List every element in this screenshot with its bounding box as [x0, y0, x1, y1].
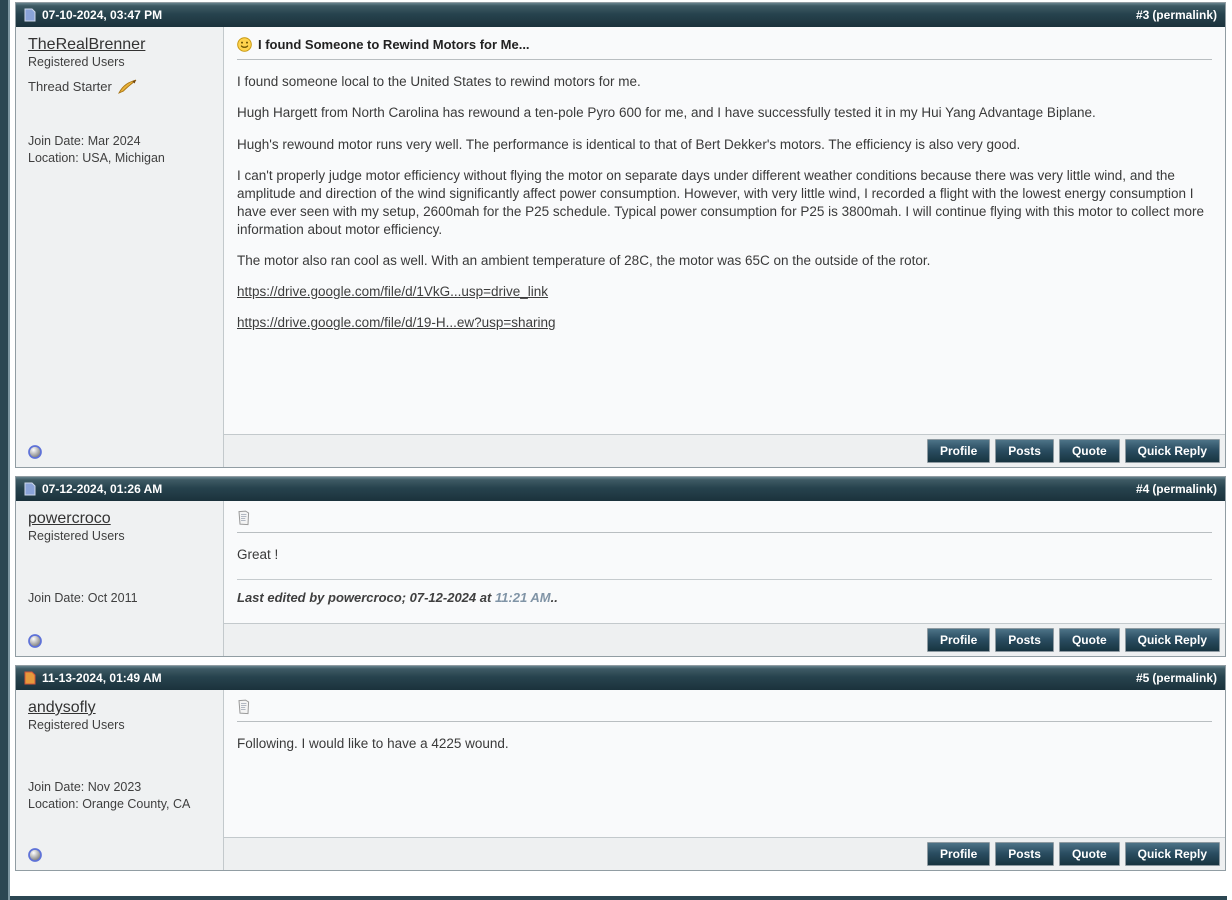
post-paragraph: I can't properly judge motor efficiency without flying the motor on separate days under different weather conditions because there was very little wind, and the amplitude and direction of the wind significantly affect power consumption. However, with very little wind, I recorded a flight with the lowest energy consumption I have ever seen with my setup, 2600mah for the P25 schedule. Typical power consumption for P25 is 3800mah. I will continue flying with this motor to collect more information about motor efficiency.: [237, 167, 1204, 237]
post-date: 07-10-2024, 03:47 PM: [42, 8, 163, 22]
post-links: [237, 283, 1212, 332]
post-date: 07-12-2024, 01:26 AM: [42, 482, 163, 496]
posts-button[interactable]: Posts: [995, 439, 1054, 463]
page-icon-blue: [24, 482, 36, 496]
user-info-panel: [16, 27, 224, 467]
posts-button[interactable]: Posts: [995, 842, 1054, 866]
post-paragraph: Hugh's rewound motor runs very well. The performance is identical to that of Bert Dekker's motors. The efficiency is also very good.: [237, 136, 1021, 152]
quick-reply-button[interactable]: Quick Reply: [1125, 439, 1220, 463]
post-permalink-link[interactable]: [1133, 671, 1217, 685]
post-title-row: [237, 33, 1212, 60]
post-permalink-link[interactable]: [1133, 482, 1217, 496]
user-group-label: Registered Users: [28, 529, 125, 543]
last-edited-suffix: ..: [550, 590, 558, 606]
forum-post: [15, 476, 1226, 657]
username-link[interactable]: powercroco: [28, 510, 111, 527]
user-join-date: Join Date: Oct 2011: [28, 591, 138, 605]
page-icon-blue: [24, 8, 36, 22]
profile-button[interactable]: Profile: [927, 628, 990, 652]
user-details: [28, 133, 213, 168]
post-link-row: [237, 314, 1212, 332]
post-header-bar: [16, 666, 1225, 690]
post-icon: [237, 699, 250, 715]
user-group-label: Registered Users: [28, 55, 125, 69]
post-number[interactable]: #4: [1135, 482, 1150, 496]
user-location: Location: Orange County, CA: [28, 797, 191, 812]
status-offline-icon: [28, 433, 213, 459]
post-body: [16, 690, 1225, 870]
user-join-date: Join Date: Nov 2023: [28, 780, 142, 794]
quote-button[interactable]: Quote: [1059, 439, 1120, 463]
status-offline-icon: [28, 836, 213, 862]
quill-icon: [117, 78, 138, 95]
post-header-bar: [16, 477, 1225, 501]
post-header-left: [24, 482, 162, 496]
post-paragraph: The motor also ran cool as well. With an ambient temperature of 28C, the motor was 65C on the outside of the rotor.: [237, 252, 931, 268]
user-group-label: Registered Users: [28, 718, 125, 732]
thread-starter-label: Thread Starter: [28, 79, 112, 94]
quick-reply-button[interactable]: Quick Reply: [1125, 628, 1220, 652]
permalink-label[interactable]: (permalink): [1152, 671, 1217, 685]
forum-post: [15, 665, 1226, 871]
thread-posts: [15, 2, 1226, 871]
user-info-panel: [16, 690, 224, 870]
post-content: [224, 27, 1225, 434]
post-footer: [224, 837, 1225, 870]
post-paragraph: I found someone local to the United States to rewind motors for me.: [237, 74, 641, 90]
post-content-column: [224, 27, 1225, 467]
post-link[interactable]: https://drive.google.com/file/d/1VkG...usp=drive_link: [237, 284, 549, 300]
forum-post: [15, 2, 1226, 468]
post-paragraph: Following. I would like to have a 4225 wound.: [237, 736, 509, 751]
post-paragraphs: [237, 546, 1212, 564]
post-action-buttons: [922, 845, 1220, 862]
user-details: [28, 590, 213, 607]
smiley-icon: [237, 37, 252, 52]
post-body: [16, 501, 1225, 656]
user-details: [28, 779, 213, 814]
posts-button[interactable]: Posts: [995, 628, 1054, 652]
post-title-row: [237, 696, 1212, 722]
post-footer: [224, 434, 1225, 467]
post-action-buttons: [922, 631, 1220, 648]
user-info-panel: [16, 501, 224, 656]
post-action-buttons: [922, 442, 1220, 459]
post-body: [16, 27, 1225, 467]
quote-button[interactable]: Quote: [1059, 628, 1120, 652]
post-content: [224, 690, 1225, 837]
post-link[interactable]: https://drive.google.com/file/d/19-H...ew?usp=sharing: [237, 315, 556, 331]
post-number[interactable]: #3: [1135, 8, 1150, 22]
last-edited-note: [237, 579, 1212, 606]
post-paragraph: Hugh Hargett from North Carolina has rewound a ten-pole Pyro 600 for me, and I have successfully tested it in my Hui Yang Advantage Biplane.: [237, 105, 1096, 121]
thread-starter-row: [28, 78, 213, 95]
username-link[interactable]: andysofly: [28, 699, 96, 716]
username-link[interactable]: TheRealBrenner: [28, 36, 146, 53]
post-icon: [237, 510, 250, 526]
post-permalink-link[interactable]: [1133, 8, 1217, 22]
quick-reply-button[interactable]: Quick Reply: [1125, 842, 1220, 866]
post-link-row: [237, 283, 1212, 301]
permalink-label[interactable]: (permalink): [1152, 8, 1217, 22]
post-content: [224, 501, 1225, 623]
post-header-left: [24, 671, 162, 685]
last-edited-prefix: Last edited by powercroco; 07-12-2024 at: [237, 590, 495, 606]
post-paragraphs: [237, 735, 1212, 753]
post-number[interactable]: #5: [1135, 671, 1150, 685]
user-location: Location: USA, Michigan: [28, 151, 165, 166]
last-edited-time: 11:21 AM: [494, 590, 551, 606]
post-header-bar: [16, 3, 1225, 27]
profile-button[interactable]: Profile: [927, 439, 990, 463]
post-date: 11-13-2024, 01:49 AM: [42, 671, 162, 685]
quote-button[interactable]: Quote: [1059, 842, 1120, 866]
page-icon-orange: [24, 671, 36, 685]
profile-button[interactable]: Profile: [927, 842, 990, 866]
post-footer: [224, 623, 1225, 656]
post-title: I found Someone to Rewind Motors for Me...: [258, 37, 530, 52]
status-offline-icon: [28, 622, 213, 648]
page-left-edge: [0, 0, 10, 900]
post-content-column: [224, 690, 1225, 870]
page-bottom-edge: [10, 896, 1227, 900]
post-header-left: [24, 8, 162, 22]
permalink-label[interactable]: (permalink): [1152, 482, 1217, 496]
post-title-row: [237, 507, 1212, 533]
post-paragraph: Great !: [237, 547, 279, 562]
post-content-column: [224, 501, 1225, 656]
user-join-date: Join Date: Mar 2024: [28, 134, 141, 148]
post-paragraphs: [237, 73, 1212, 270]
